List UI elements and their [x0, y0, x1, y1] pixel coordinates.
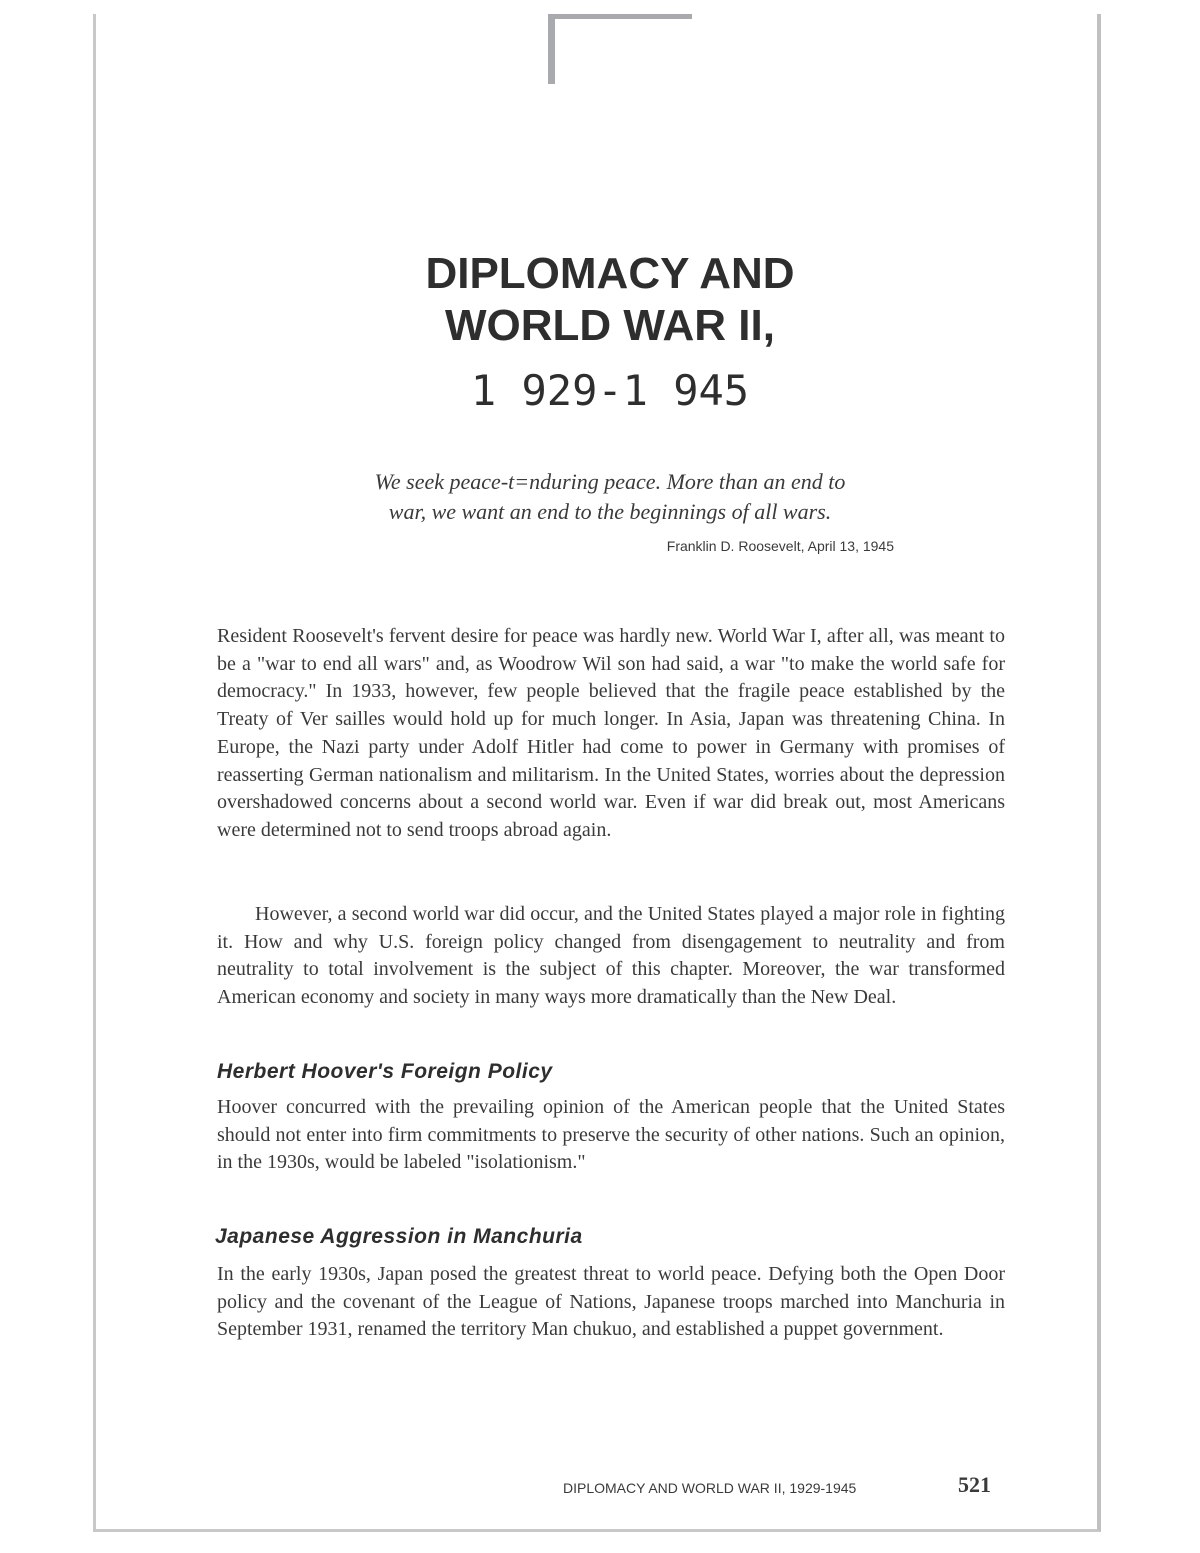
- chapter-years: 1 929-1 945: [470, 366, 750, 415]
- epigraph-quote: [300, 467, 920, 527]
- epigraph-line1: We seek peace-t=nduring peace. More than an end to: [374, 469, 846, 494]
- corner-mark-vertical: [548, 14, 555, 84]
- chapter-title-line1: DIPLOMACY AND: [425, 249, 795, 298]
- section-heading-manchuria: Japanese Aggression in Manchuria: [215, 1225, 583, 1248]
- epigraph-attribution: Franklin D. Roosevelt, April 13, 1945: [666, 538, 894, 554]
- section-heading-hoover: Herbert Hoover's Foreign Policy: [217, 1060, 553, 1083]
- manchuria-paragraph: In the early 1930s, Japan posed the greatest threat to world peace. Defying both the Open Door policy and the covenant of the League of Nations, Japanese troops marched into Manchuria in September 1931, renamed the territory Man chukuo, and established a puppet government.: [217, 1263, 1005, 1341]
- running-footer-title: DIPLOMACY AND WORLD WAR II, 1929-1945: [563, 1480, 857, 1496]
- epigraph-line2: war, we want an end to the beginnings of all wars.: [388, 499, 832, 524]
- chapter-title-line2: WORLD WAR II,: [445, 301, 775, 350]
- intro-paragraph-1: Resident Roosevelt's fervent desire for peace was hardly new. World War I, after all, was meant to be a "war to end all wars" and, as Woodrow Wil son had said, a war "to make the world safe for democracy." In 1933, however, few people believed that the fragile peace established by the Treaty of Ver sailles would hold up for much longer. In Asia, Japan was threatening China. In Europe, the Nazi party under Adolf Hitler had come to power in Germany with promises of reasserting German nationalism and militarism. In the United States, worries about the depression overshadowed concerns about a second world war. Even if war did break out, most Americans were determined not to send troops abroad again.: [217, 625, 1005, 841]
- hoover-paragraph: Hoover concurred with the prevailing opinion of the American people that the United States should not enter into firm commitments to preserve the security of other nations. Such an opinion, in the 1930s, would be labeled "isolationism.": [217, 1096, 1005, 1174]
- corner-mark-horizontal: [548, 14, 692, 19]
- intro-paragraph-2: However, a second world war did occur, and the United States played a major role in fighting it. How and why U.S. foreign policy changed from disengagement to neutrality and from neutrality to total involvement is the subject of this chapter. Moreover, the war transformed American economy and society in many ways more dramatically than the New Deal.: [217, 903, 1005, 1009]
- page-number: 521: [958, 1472, 991, 1497]
- chapter-title: [300, 248, 920, 352]
